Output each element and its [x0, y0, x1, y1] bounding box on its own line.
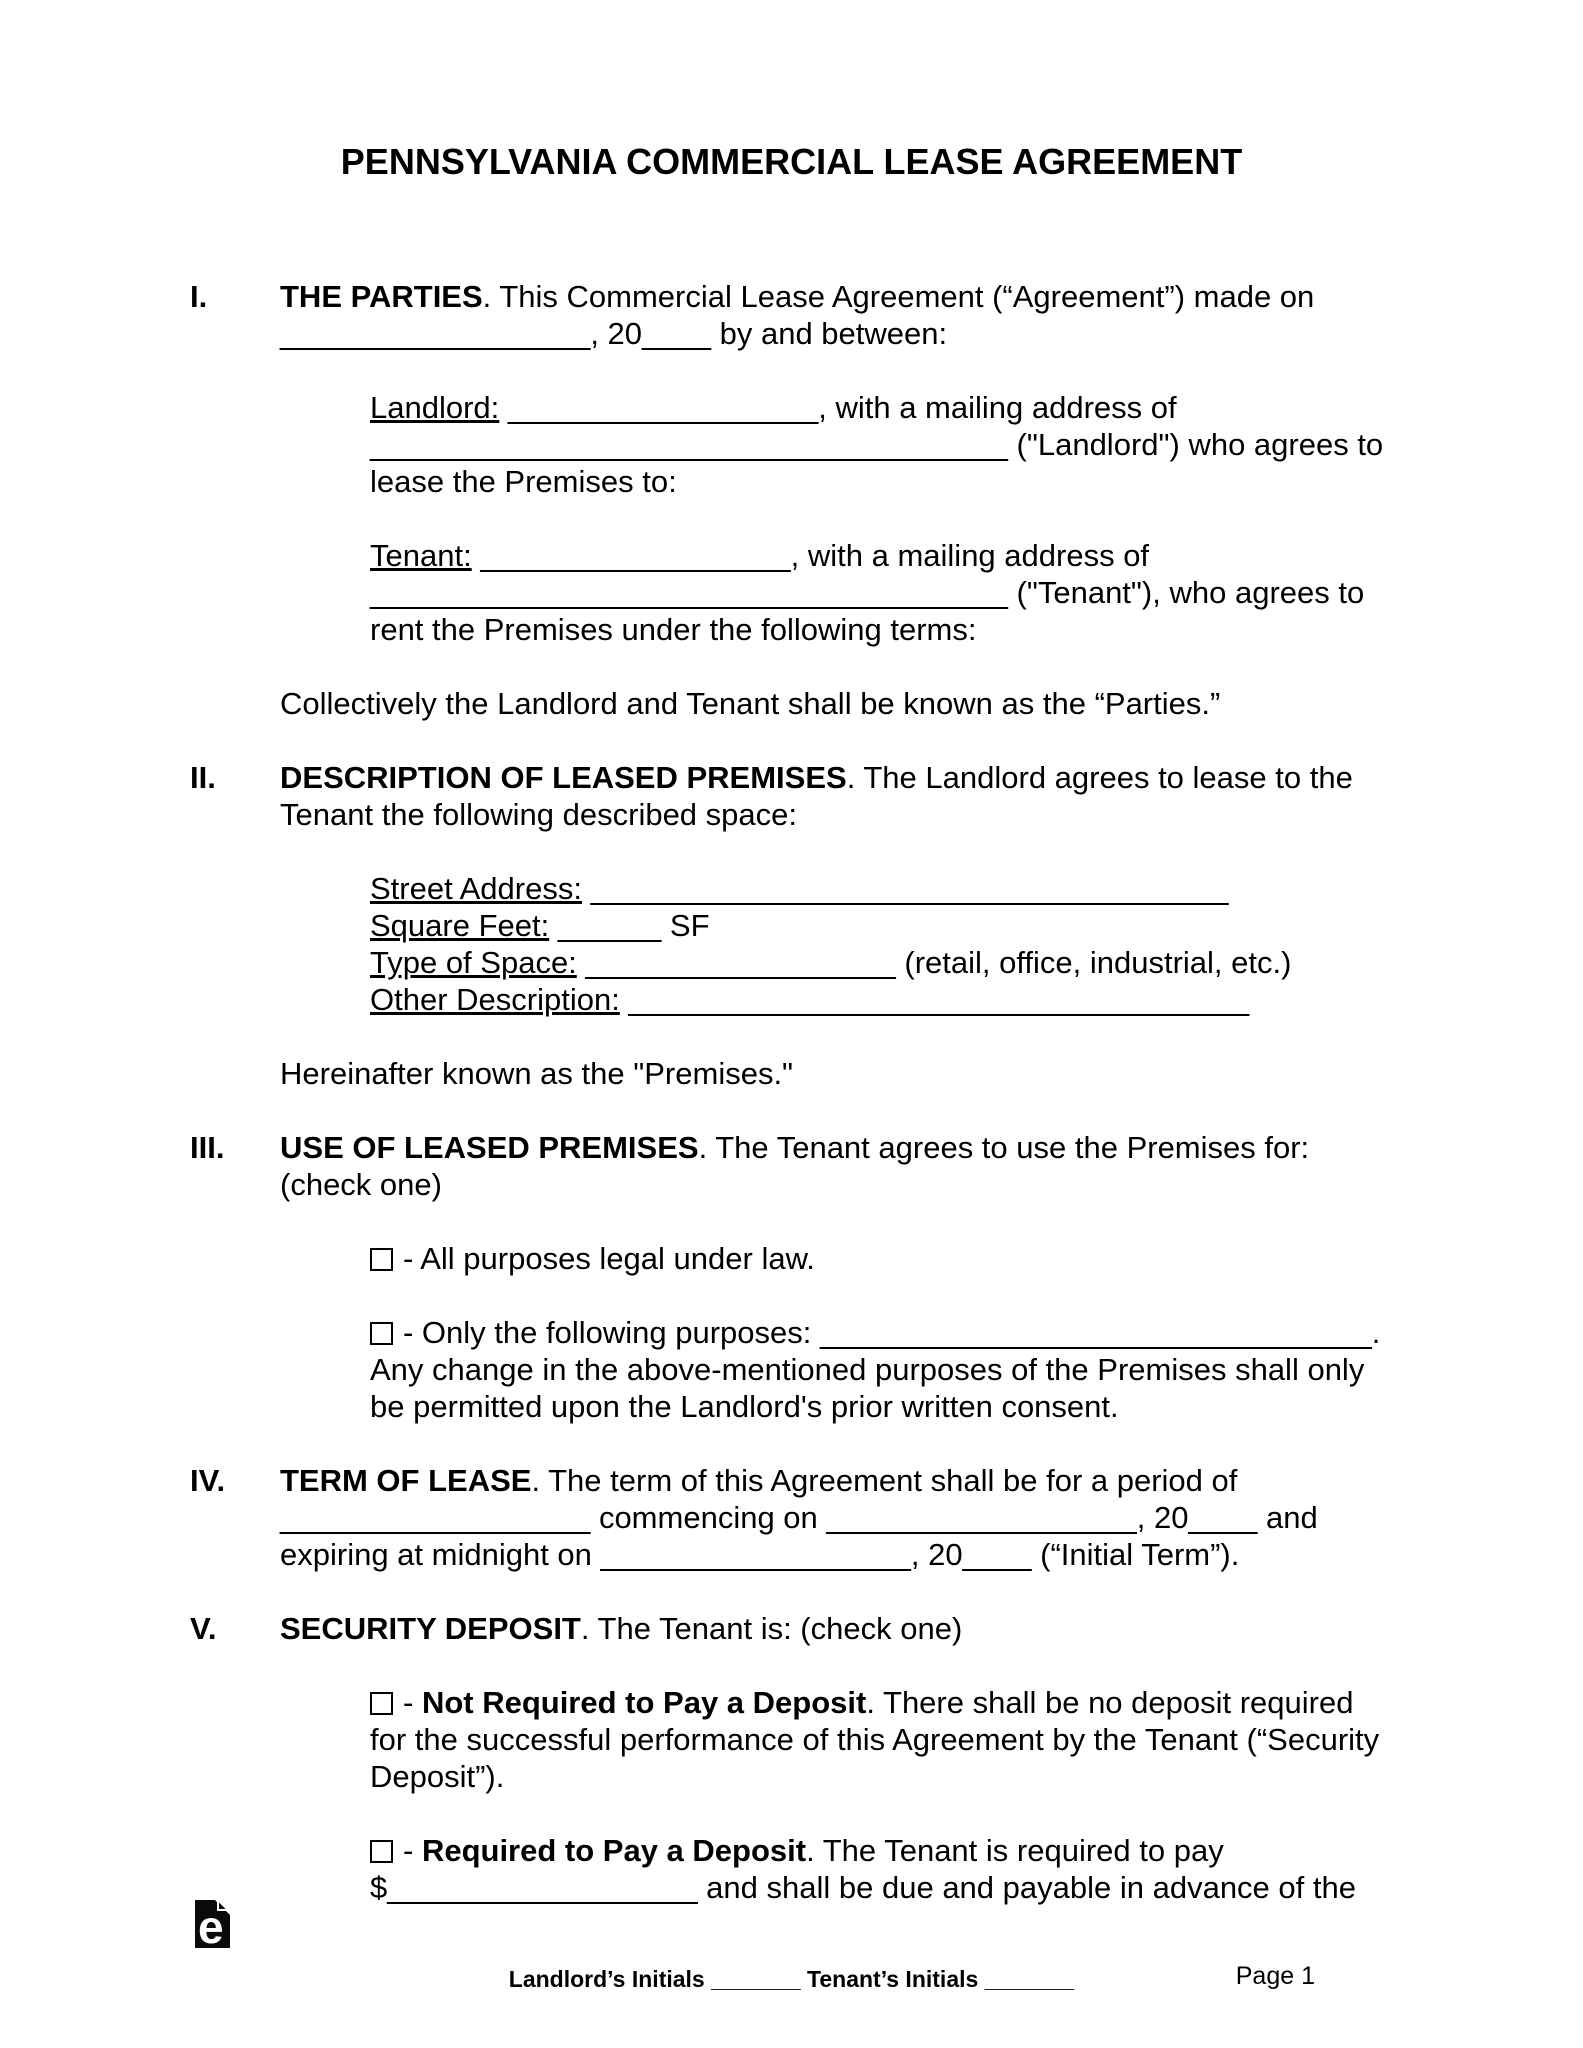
hereinafter-paragraph	[280, 1055, 1393, 1092]
only-purposes-text-line3: be permitted upon the Landlord's prior written consent.	[370, 1389, 1119, 1424]
required-deposit-label: Required to Pay a Deposit	[421, 1833, 807, 1868]
only-purposes-text-line2: Any change in the above-mentioned purposes of the Premises shall only	[370, 1352, 1365, 1387]
parties-paragraph	[280, 685, 1393, 722]
section-heading-paragraph	[280, 1129, 1393, 1203]
landlord-block	[370, 389, 1393, 500]
all-purposes-checkbox[interactable]	[370, 1248, 393, 1271]
section-numeral: III.	[190, 1130, 225, 1165]
only-purposes-checkbox[interactable]	[370, 1322, 393, 1345]
heading-text-line2: Tenant the following described space:	[280, 797, 797, 832]
section-the-parties	[190, 278, 1393, 759]
all-purposes-option	[370, 1240, 1393, 1277]
other-description-label: Other Description:	[370, 982, 620, 1017]
required-deposit-checkbox[interactable]	[370, 1840, 393, 1863]
section-heading: USE OF LEASED PREMISES	[280, 1130, 699, 1165]
required-deposit-text: . The Tenant is required to pay	[806, 1833, 1224, 1868]
term-commencing-blank: __________________ commencing on __________________, 20____ and	[280, 1500, 1318, 1535]
tenant-address-blank: _____________________________________ ("Tenant"), who agrees to	[370, 575, 1365, 610]
section-heading: TERM OF LEASE	[280, 1463, 532, 1498]
section-numeral: I.	[190, 279, 208, 314]
section-numeral: IV.	[190, 1463, 226, 1498]
page-title: PENNSYLVANIA COMMERCIAL LEASE AGREEMENT	[340, 141, 1243, 182]
heading-text: . The term of this Agreement shall be for a period of	[531, 1463, 1238, 1498]
hereinafter-text: Hereinafter known as the "Premises."	[280, 1056, 794, 1091]
heading-text: . The Tenant is: (check one)	[580, 1611, 963, 1646]
tenant-name-blank: __________________, with a mailing address of	[471, 538, 1150, 573]
deposit-amount-blank: $__________________ and shall be due and payable in advance of the	[370, 1870, 1356, 1905]
heading-text: . The Landlord agrees to lease to the	[846, 760, 1353, 795]
type-of-space-label: Type of Space:	[370, 945, 577, 980]
section-description-of-premises	[190, 759, 1393, 1129]
square-feet-blank: ______ SF	[549, 908, 710, 943]
section-security-deposit	[190, 1610, 1393, 1943]
not-required-deposit-text: . There shall be no deposit required	[866, 1685, 1354, 1720]
footer-initials-line: Landlord’s Initials _______ Tenant’s Initials _______	[508, 1966, 1075, 1992]
not-required-deposit-option	[370, 1684, 1393, 1795]
landlord-address-blank: _____________________________________ ("Landlord") who agrees to	[370, 427, 1384, 462]
term-paragraph	[280, 1462, 1393, 1573]
landlord-name-blank: __________________, with a mailing address of	[499, 390, 1177, 425]
not-required-text-line3: Deposit”).	[370, 1759, 505, 1794]
section-numeral: II.	[190, 760, 216, 795]
premises-details-block	[370, 870, 1393, 1018]
section-heading: DESCRIPTION OF LEASED PREMISES	[280, 760, 847, 795]
type-of-space-blank: __________________ (retail, office, industrial, etc.)	[576, 945, 1292, 980]
section-heading-paragraph	[280, 278, 1393, 352]
tenant-rent-text: rent the Premises under the following terms:	[370, 612, 977, 647]
svg-text:e: e	[198, 1901, 224, 1948]
section-term-of-lease	[190, 1462, 1393, 1610]
section-heading: SECURITY DEPOSIT	[280, 1611, 581, 1646]
heading-text: . The Tenant agrees to use the Premises for:	[698, 1130, 1310, 1165]
option-dash: -	[403, 1833, 422, 1868]
not-required-deposit-label: Not Required to Pay a Deposit	[421, 1685, 867, 1720]
all-purposes-text: - All purposes legal under law.	[403, 1241, 815, 1276]
landlord-label: Landlord:	[370, 390, 500, 425]
other-description-blank: ____________________________________	[619, 982, 1250, 1017]
option-dash: -	[403, 1685, 422, 1720]
check-one-text: (check one)	[280, 1167, 442, 1202]
tenant-label: Tenant:	[370, 538, 472, 573]
section-numeral: V.	[190, 1611, 217, 1646]
section-heading-paragraph	[280, 1610, 1393, 1647]
street-address-blank: _____________________________________	[581, 871, 1229, 906]
term-expiring-blank: expiring at midnight on __________________, 20____ (“Initial Term”).	[280, 1537, 1240, 1572]
only-purposes-option	[370, 1314, 1393, 1425]
page-number: Page 1	[1235, 1962, 1315, 1990]
blank-date-line: __________________, 20____ by and between:	[280, 316, 948, 351]
required-deposit-option	[370, 1832, 1393, 1906]
square-feet-label: Square Feet:	[370, 908, 550, 943]
not-required-text-line2: for the successful performance of this Agreement by the Tenant (“Security	[370, 1722, 1380, 1757]
landlord-lease-text: lease the Premises to:	[370, 464, 677, 499]
street-address-label: Street Address:	[370, 871, 582, 906]
only-purposes-blank: - Only the following purposes: ________________________________.	[403, 1315, 1381, 1350]
document-content	[190, 0, 1393, 1943]
section-use-of-premises	[190, 1129, 1393, 1462]
section-heading-paragraph	[280, 759, 1393, 833]
parties-text: Collectively the Landlord and Tenant shall be known as the “Parties.”	[280, 686, 1221, 721]
heading-text: . This Commercial Lease Agreement (“Agreement”) made on	[482, 279, 1315, 314]
not-required-deposit-checkbox[interactable]	[370, 1692, 393, 1715]
section-heading: THE PARTIES	[280, 279, 483, 314]
tenant-block	[370, 537, 1393, 648]
eforms-logo-icon	[195, 1900, 230, 1948]
